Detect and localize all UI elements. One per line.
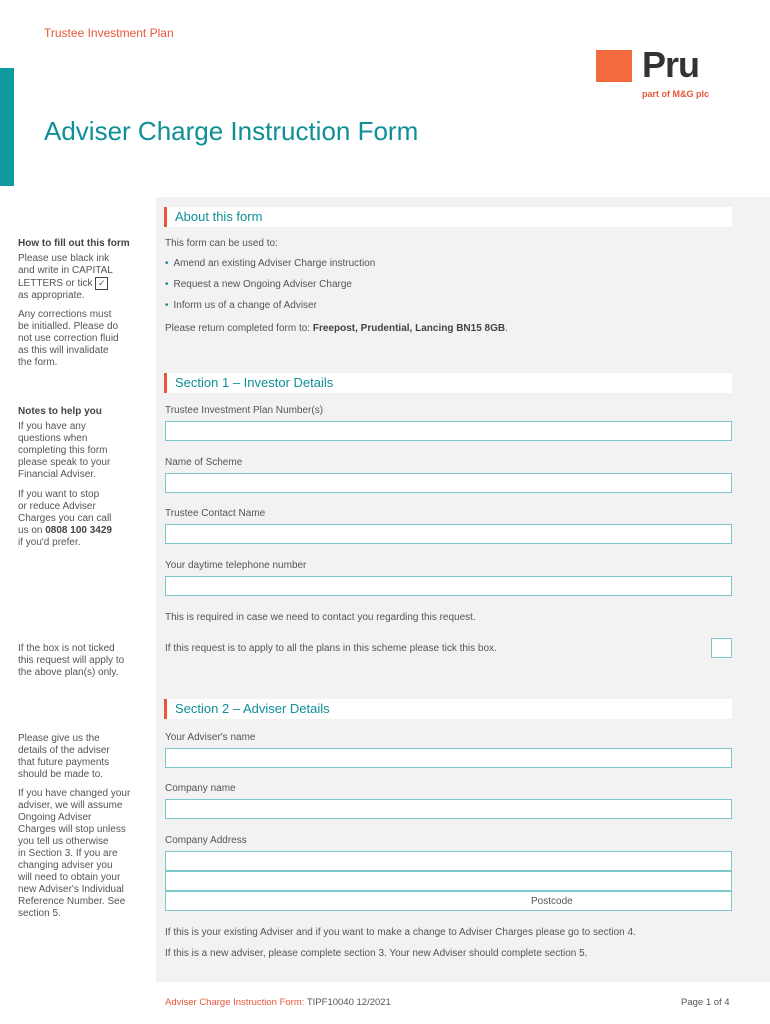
postcode-field[interactable] <box>165 891 732 911</box>
footer-form-name: Adviser Charge Instruction Form: TIPF10040 12/2021 <box>165 997 391 1008</box>
page-title: Adviser Charge Instruction Form <box>44 116 419 146</box>
phone-note: This is required in case we need to contact you regarding this request. <box>165 612 476 623</box>
stop-charges-note: If you want to stop or reduce Adviser Charges you can call us on 0808 100 3429 if you'd prefer. <box>18 489 112 548</box>
notes-text: If you have any questions when completing this form please speak to your Financial Adviser. <box>18 421 111 480</box>
how-to-heading: How to fill out this form <box>18 238 130 249</box>
pru-logo-square <box>596 50 632 82</box>
accent-bar <box>0 68 14 186</box>
document-tag: Trustee Investment Plan <box>44 26 174 40</box>
adviser-name-label: Your Adviser's name <box>165 732 256 743</box>
about-bullet-3: • Inform us of a change of Adviser <box>165 300 317 311</box>
company-name-label: Company name <box>165 783 236 794</box>
company-address-label: Company Address <box>165 835 247 846</box>
changed-adviser-note: If you have changed your adviser, we will assume Ongoing Adviser Charges will stop unless you tell us otherwise in Section 3. If you are changing adviser you will need to obtain your new Adviser's Individual Reference Number. See section 5. <box>18 788 131 919</box>
page-number: Page 1 of 4 <box>681 997 730 1008</box>
postcode-label: Postcode <box>531 896 573 907</box>
address-line-1-field[interactable] <box>165 851 732 871</box>
return-address-line: Please return completed form to: Freepost, Prudential, Lancing BN15 8GB. <box>165 323 508 334</box>
section2-heading-text: Section 2 – Adviser Details <box>175 701 330 716</box>
phone-number: 0808 100 3429 <box>45 525 112 536</box>
address-line-2-field[interactable] <box>165 871 732 891</box>
existing-adviser-note: If this is your existing Adviser and if you want to make a change to Adviser Charges please go to section 4. <box>165 927 636 938</box>
scheme-name-field[interactable] <box>165 473 732 493</box>
section1-heading-text: Section 1 – Investor Details <box>175 375 334 390</box>
box-not-ticked-note: If the box is not ticked this request will apply to the above plan(s) only. <box>18 643 125 678</box>
return-address: Freepost, Prudential, Lancing BN15 8GB <box>312 323 506 334</box>
phone-field[interactable] <box>165 576 732 596</box>
all-plans-checkbox[interactable] <box>711 638 732 658</box>
new-adviser-note: If this is a new adviser, please complete section 3. Your new Adviser should complete section 5. <box>165 948 588 959</box>
all-plans-label: If this request is to apply to all the plans in this scheme please tick this box. <box>165 643 497 654</box>
plan-number-label: Trustee Investment Plan Number(s) <box>165 405 324 416</box>
footer-form-code: TIPF10040 12/2021 <box>306 997 391 1008</box>
company-name-field[interactable] <box>165 799 732 819</box>
contact-name-field[interactable] <box>165 524 732 544</box>
contact-name-label: Trustee Contact Name <box>165 508 266 519</box>
phone-label: Your daytime telephone number <box>165 560 307 571</box>
about-heading-text: About this form <box>175 209 263 224</box>
adviser-details-note: Please give us the details of the adviser that future payments should be made to. <box>18 733 110 780</box>
pru-logo-subtitle: part of M&G plc <box>642 89 709 99</box>
section2-heading <box>164 699 732 719</box>
about-section-heading <box>164 207 732 227</box>
how-to-text: Please use black ink and write in CAPITAL LETTERS or tick ✓ as appropriate. <box>18 253 113 302</box>
pru-logo: Pru <box>642 44 700 85</box>
about-bullet-2: • Request a new Ongoing Adviser Charge <box>165 279 352 290</box>
corrections-note: Any corrections must be initialled. Please do not use correction fluid as this will invalidate the form. <box>18 309 119 368</box>
notes-heading: Notes to help you <box>18 406 102 417</box>
adviser-name-field[interactable] <box>165 748 732 768</box>
about-intro: This form can be used to: <box>165 238 278 249</box>
plan-number-field[interactable] <box>165 421 732 441</box>
about-bullet-1: • Amend an existing Adviser Charge instruction <box>165 258 375 269</box>
section1-heading <box>164 373 732 393</box>
scheme-name-label: Name of Scheme <box>165 457 243 468</box>
tick-example-icon: ✓ <box>95 277 108 290</box>
